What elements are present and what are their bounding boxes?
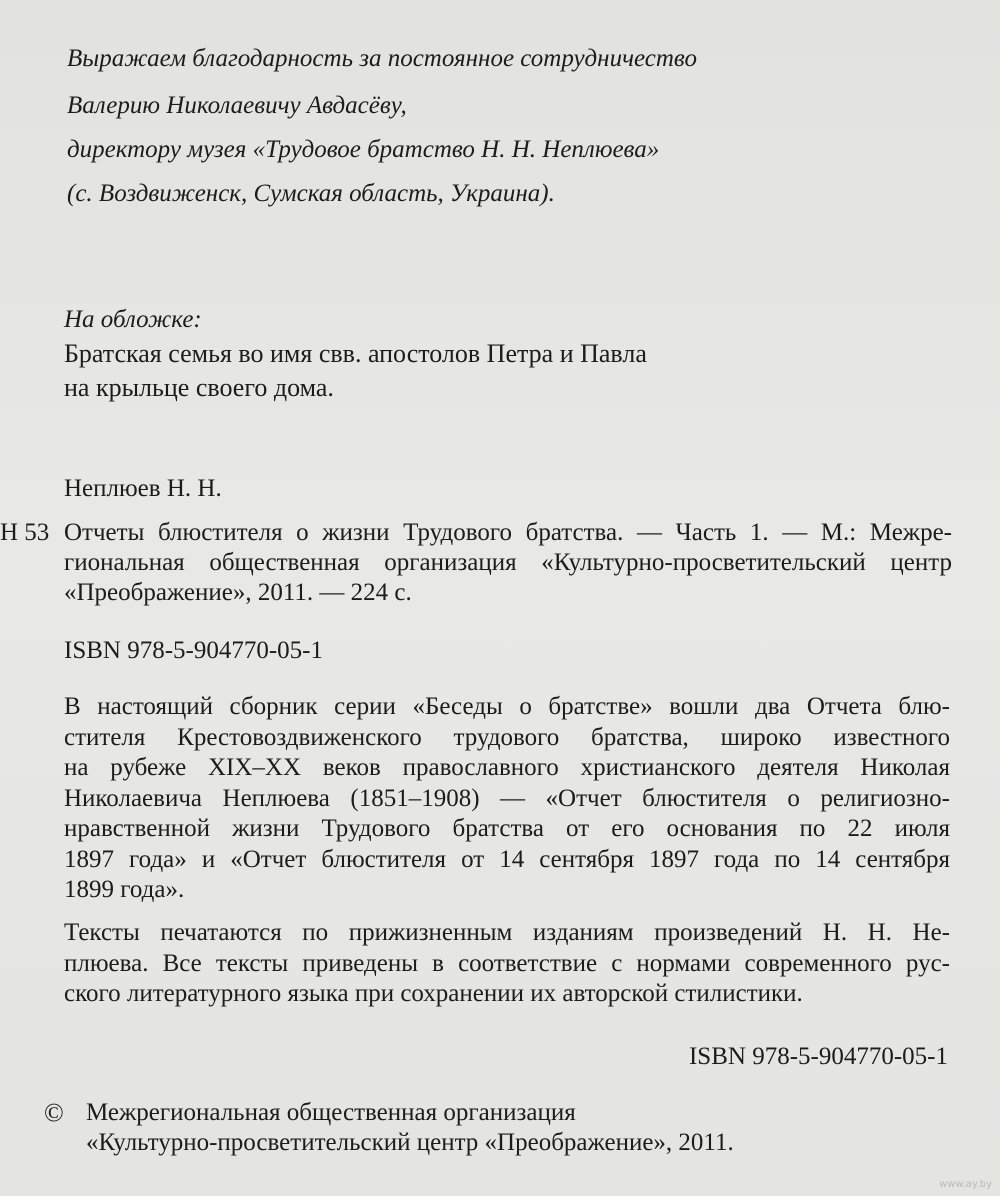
catalog-entry [64, 518, 952, 608]
copyright-symbol: © [44, 1098, 64, 1127]
annotation-p2-line-2: плюева. Все тексты приведены в соответствие с нормами современного рус- [64, 949, 950, 977]
annotation-p1-line-6: 1897 года» и «Отчет блюстителя от 14 сентября 1897 года по 14 сентября [64, 845, 950, 873]
annotation-p2-line-3: ского литературного языка при сохранении их авторской стилистики. [64, 980, 803, 1007]
catalog-entry-line-2: гиональная общественная организация «Культурно-просветительский центр [64, 549, 952, 576]
annotation-p1-line-5: нравственной жизни Трудового братства от его основания по 22 июля [64, 815, 950, 842]
copyright-line-1: Межрегиональная общественная организация [86, 1099, 576, 1126]
annotation-p1-line-1: В настоящий сборник серии «Беседы о братстве» вошли два Отчета блю- [64, 693, 950, 720]
catalog-udc-code: Н 53 [0, 519, 50, 546]
acknowledgment-line-1: Выражаем благодарность за постоянное сотрудничество [67, 45, 697, 72]
annotation-p1-line-3: на рубеже XIX–XX веков православного христианского деятеля Николая [64, 754, 950, 781]
catalog-isbn: ISBN 978-5-904770-05-1 [64, 637, 324, 664]
annotation-p2-line-1: Тексты печатаются по прижизненным изданиям произведений Н. Н. Не- [64, 919, 950, 946]
site-watermark: www.ay.by [939, 1179, 992, 1190]
acknowledgment-line-3: директору музея «Трудовое братство Н. Н. Неплюева» [67, 136, 660, 163]
catalog-entry-line-1: Отчеты блюстителя о жизни Трудового братства. — Часть 1. — М.: Межре- [64, 519, 952, 546]
annotation-p1-line-2: стителя Крестовоздвиженского трудового братства, широко известного [64, 723, 950, 751]
annotation-paragraph-2 [64, 918, 950, 1010]
annotation-p1-line-4: Николаевича Неплюева (1851–1908) — «Отчет блюстителя о религиозно- [64, 784, 950, 812]
copyright-line-2: «Культурно-просветительский центр «Преображение», 2011. [86, 1129, 734, 1156]
cover-label: На обложке: [64, 306, 202, 333]
catalog-entry-line-3: «Преображение», 2011. — 224 с. [64, 579, 412, 606]
acknowledgment-line-2: Валерию Николаевичу Авдасёву, [67, 92, 407, 119]
annotation-paragraph-1 [64, 692, 950, 906]
cover-line-1: Братская семья во имя свв. апостолов Петра и Павла [64, 339, 647, 368]
catalog-author: Неплюев Н. Н. [64, 475, 222, 502]
isbn-right: ISBN 978-5-904770-05-1 [688, 1043, 948, 1070]
cover-line-2: на крыльце своего дома. [64, 373, 334, 402]
acknowledgment-line-4: (с. Воздвиженск, Сумская область, Украина). [67, 180, 555, 207]
annotation-p1-line-7: 1899 года». [64, 876, 185, 903]
